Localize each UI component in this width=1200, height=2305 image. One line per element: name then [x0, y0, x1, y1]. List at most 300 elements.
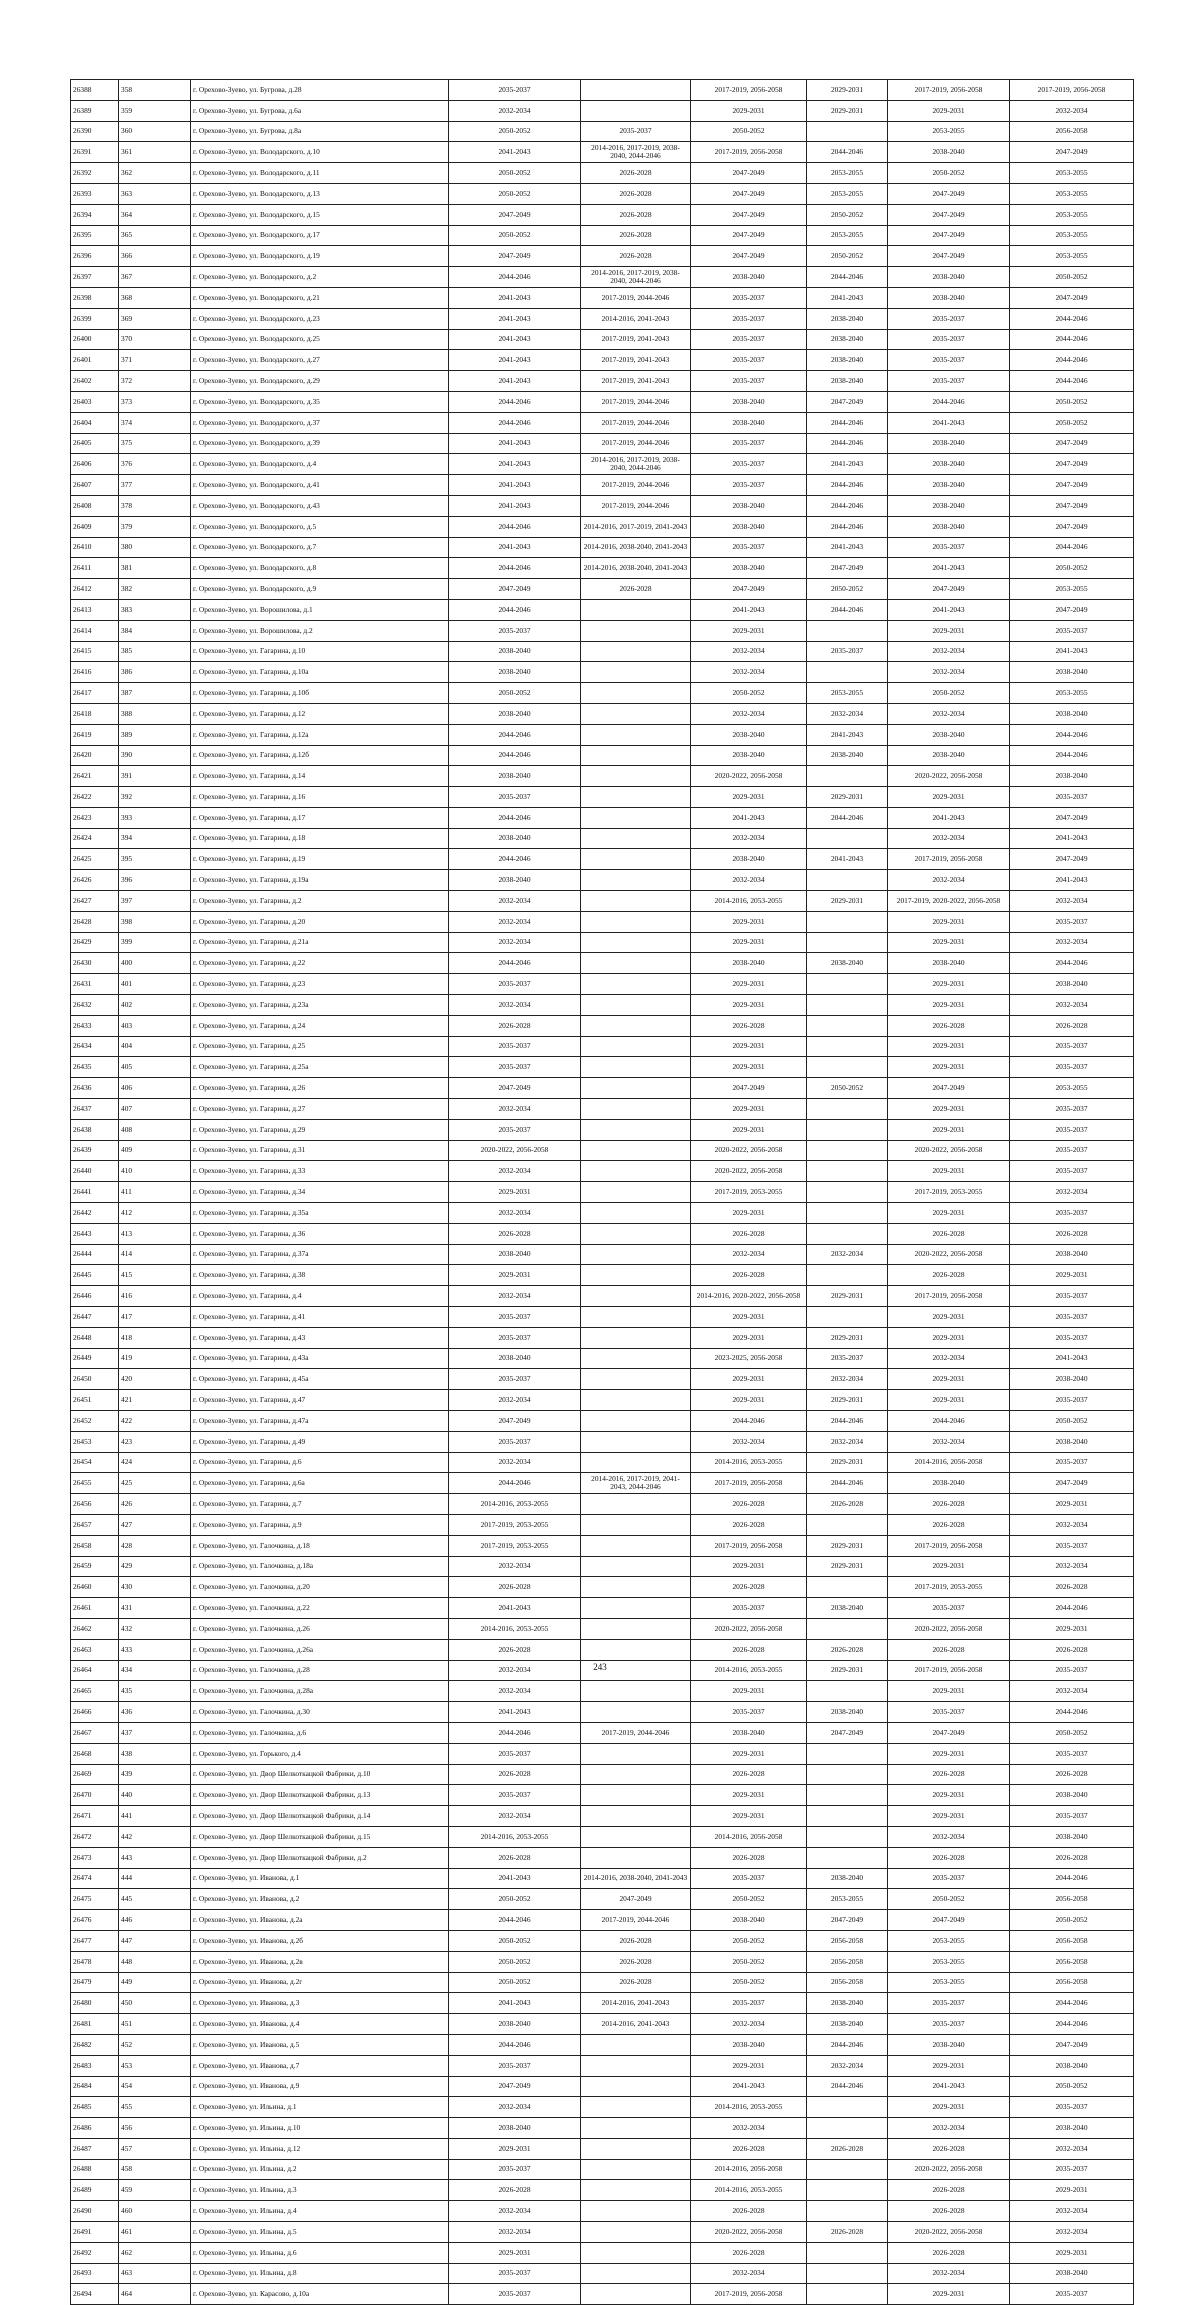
cell-period-f: 2038-2040 — [1010, 2055, 1134, 2076]
cell-period-f: 2053-2055 — [1010, 683, 1134, 704]
table-row — [71, 1951, 1134, 1972]
cell-period-b — [581, 1286, 691, 1307]
cell-period-b — [581, 1244, 691, 1265]
cell-period-a: 2041-2043 — [449, 433, 581, 454]
cell-period-b — [581, 2284, 691, 2305]
cell-period-a: 2044-2046 — [449, 267, 581, 288]
cell-row-id: 26415 — [71, 641, 119, 662]
cell-address: г. Орехово-Зуево, ул. Иванова, д.2 — [191, 1889, 449, 1910]
cell-period-e: 2020-2022, 2056-2058 — [888, 766, 1010, 787]
cell-period-a: 2026-2028 — [449, 1764, 581, 1785]
cell-period-a: 2041-2043 — [449, 287, 581, 308]
cell-period-b — [581, 1223, 691, 1244]
cell-row-number: 408 — [119, 1119, 191, 1140]
cell-period-c: 2038-2040 — [691, 267, 807, 288]
cell-period-e: 2029-2031 — [888, 911, 1010, 932]
cell-row-number: 388 — [119, 703, 191, 724]
cell-period-d: 2029-2031 — [807, 80, 888, 101]
table-row — [71, 2097, 1134, 2118]
cell-period-e: 2017-2019, 2053-2055 — [888, 1182, 1010, 1203]
cell-row-id: 26492 — [71, 2242, 119, 2263]
table-row — [71, 412, 1134, 433]
cell-period-e: 2017-2019, 2056-2058 — [888, 1535, 1010, 1556]
cell-period-e: 2026-2028 — [888, 2201, 1010, 2222]
cell-period-c: 2050-2052 — [691, 121, 807, 142]
cell-address: г. Орехово-Зуево, ул. Ильина, д.5 — [191, 2222, 449, 2243]
cell-period-d — [807, 1307, 888, 1328]
table-row — [71, 787, 1134, 808]
cell-row-number: 406 — [119, 1078, 191, 1099]
cell-period-f: 2056-2058 — [1010, 121, 1134, 142]
cell-period-a: 2047-2049 — [449, 246, 581, 267]
cell-row-id: 26388 — [71, 80, 119, 101]
cell-row-id: 26476 — [71, 1910, 119, 1931]
table-row — [71, 1577, 1134, 1598]
cell-address: г. Орехово-Зуево, ул. Иванова, д.4 — [191, 2014, 449, 2035]
cell-address: г. Орехово-Зуево, ул. Гагарина, д.24 — [191, 1015, 449, 1036]
cell-row-id: 26430 — [71, 953, 119, 974]
cell-row-id: 26482 — [71, 2034, 119, 2055]
cell-period-b: 2026-2028 — [581, 183, 691, 204]
table-row — [71, 2159, 1134, 2180]
cell-period-b — [581, 2097, 691, 2118]
cell-row-number: 395 — [119, 849, 191, 870]
cell-period-d: 2047-2049 — [807, 1722, 888, 1743]
cell-period-a: 2044-2046 — [449, 1910, 581, 1931]
cell-row-number: 438 — [119, 1743, 191, 1764]
cell-period-d — [807, 2097, 888, 2118]
cell-period-d — [807, 2201, 888, 2222]
table-row — [71, 1847, 1134, 1868]
cell-period-d: 2053-2055 — [807, 163, 888, 184]
cell-period-a: 2014-2016, 2053-2055 — [449, 1618, 581, 1639]
cell-period-f: 2044-2046 — [1010, 724, 1134, 745]
cell-period-b — [581, 1598, 691, 1619]
cell-address: г. Орехово-Зуево, ул. Гагарина, д.29 — [191, 1119, 449, 1140]
cell-period-e: 2029-2031 — [888, 2097, 1010, 2118]
table-row — [71, 849, 1134, 870]
cell-row-id: 26461 — [71, 1598, 119, 1619]
cell-period-e: 2032-2034 — [888, 2118, 1010, 2139]
cell-address: г. Орехово-Зуево, ул. Володарского, д.25 — [191, 329, 449, 350]
cell-period-b — [581, 1764, 691, 1785]
cell-period-f: 2047-2049 — [1010, 287, 1134, 308]
cell-period-f: 2053-2055 — [1010, 183, 1134, 204]
cell-period-c: 2029-2031 — [691, 974, 807, 995]
cell-address: г. Орехово-Зуево, ул. Гагарина, д.12б — [191, 745, 449, 766]
cell-row-id: 26399 — [71, 308, 119, 329]
cell-row-id: 26417 — [71, 683, 119, 704]
cell-period-a: 2035-2037 — [449, 2284, 581, 2305]
cell-row-number: 431 — [119, 1598, 191, 1619]
cell-period-f: 2029-2031 — [1010, 2180, 1134, 2201]
cell-period-d: 2047-2049 — [807, 391, 888, 412]
cell-period-b — [581, 2180, 691, 2201]
cell-period-c: 2038-2040 — [691, 953, 807, 974]
cell-row-number: 374 — [119, 412, 191, 433]
cell-row-id: 26452 — [71, 1411, 119, 1432]
cell-period-c: 2020-2022, 2056-2058 — [691, 2222, 807, 2243]
cell-period-b: 2014-2016, 2017-2019, 2038-2040, 2044-2046 — [581, 454, 691, 475]
cell-period-d — [807, 995, 888, 1016]
cell-row-number: 432 — [119, 1618, 191, 1639]
cell-period-f: 2035-2037 — [1010, 1203, 1134, 1224]
cell-period-e: 2038-2040 — [888, 745, 1010, 766]
cell-period-d: 2044-2046 — [807, 495, 888, 516]
cell-period-f: 2047-2049 — [1010, 849, 1134, 870]
cell-period-d: 2044-2046 — [807, 475, 888, 496]
cell-row-number: 447 — [119, 1930, 191, 1951]
cell-period-f: 2056-2058 — [1010, 1930, 1134, 1951]
cell-address: г. Орехово-Зуево, ул. Гагарина, д.47 — [191, 1390, 449, 1411]
cell-period-e: 2026-2028 — [888, 1265, 1010, 1286]
cell-row-number: 394 — [119, 828, 191, 849]
cell-period-c: 2029-2031 — [691, 100, 807, 121]
cell-row-number: 443 — [119, 1847, 191, 1868]
cell-period-a: 2032-2034 — [449, 891, 581, 912]
cell-period-b — [581, 2222, 691, 2243]
cell-row-id: 26401 — [71, 350, 119, 371]
cell-period-c: 2035-2037 — [691, 308, 807, 329]
cell-row-number: 440 — [119, 1785, 191, 1806]
cell-period-a: 2014-2016, 2053-2055 — [449, 1494, 581, 1515]
cell-row-id: 26402 — [71, 371, 119, 392]
cell-period-b — [581, 1369, 691, 1390]
cell-period-d: 2032-2034 — [807, 2055, 888, 2076]
cell-period-c: 2026-2028 — [691, 1514, 807, 1535]
cell-address: г. Орехово-Зуево, ул. Володарского, д.35 — [191, 391, 449, 412]
cell-period-b — [581, 1431, 691, 1452]
cell-period-a: 2041-2043 — [449, 1702, 581, 1723]
cell-row-number: 367 — [119, 267, 191, 288]
cell-row-number: 386 — [119, 662, 191, 683]
cell-address: г. Орехово-Зуево, ул. Ильина, д.1 — [191, 2097, 449, 2118]
cell-period-d — [807, 932, 888, 953]
cell-row-id: 26418 — [71, 703, 119, 724]
cell-period-e: 2029-2031 — [888, 2284, 1010, 2305]
cell-period-c: 2029-2031 — [691, 620, 807, 641]
cell-period-d: 2053-2055 — [807, 183, 888, 204]
cell-period-d: 2044-2046 — [807, 807, 888, 828]
table-row — [71, 1826, 1134, 1847]
cell-period-b: 2026-2028 — [581, 163, 691, 184]
cell-period-b — [581, 787, 691, 808]
cell-period-d: 2029-2031 — [807, 1390, 888, 1411]
cell-address: г. Орехово-Зуево, ул. Ильина, д.2 — [191, 2159, 449, 2180]
cell-period-b: 2017-2019, 2041-2043 — [581, 350, 691, 371]
cell-period-b — [581, 953, 691, 974]
cell-row-id: 26433 — [71, 1015, 119, 1036]
cell-row-number: 359 — [119, 100, 191, 121]
cell-row-number: 362 — [119, 163, 191, 184]
cell-period-d — [807, 121, 888, 142]
cell-period-f: 2032-2034 — [1010, 932, 1134, 953]
cell-period-a: 2050-2052 — [449, 683, 581, 704]
cell-period-a: 2032-2034 — [449, 1806, 581, 1827]
cell-row-number: 444 — [119, 1868, 191, 1889]
cell-period-d: 2038-2040 — [807, 308, 888, 329]
cell-period-f: 2038-2040 — [1010, 2118, 1134, 2139]
cell-period-f: 2035-2037 — [1010, 2284, 1134, 2305]
cell-row-id: 26403 — [71, 391, 119, 412]
cell-row-id: 26396 — [71, 246, 119, 267]
table-row — [71, 537, 1134, 558]
cell-period-b: 2017-2019, 2044-2046 — [581, 287, 691, 308]
cell-row-number: 411 — [119, 1182, 191, 1203]
cell-period-d — [807, 1577, 888, 1598]
cell-row-id: 26423 — [71, 807, 119, 828]
cell-period-c: 2038-2040 — [691, 1910, 807, 1931]
cell-period-c: 2029-2031 — [691, 1390, 807, 1411]
cell-period-a: 2020-2022, 2056-2058 — [449, 1140, 581, 1161]
cell-period-a: 2044-2046 — [449, 516, 581, 537]
cell-row-id: 26489 — [71, 2180, 119, 2201]
cell-row-id: 26410 — [71, 537, 119, 558]
table-row — [71, 2201, 1134, 2222]
cell-period-a: 2038-2040 — [449, 1244, 581, 1265]
cell-period-b — [581, 1390, 691, 1411]
cell-period-f: 2029-2031 — [1010, 1265, 1134, 1286]
cell-period-d: 2038-2040 — [807, 350, 888, 371]
cell-period-d: 2038-2040 — [807, 745, 888, 766]
cell-period-d — [807, 2180, 888, 2201]
cell-period-d — [807, 1182, 888, 1203]
cell-period-d: 2038-2040 — [807, 1702, 888, 1723]
cell-period-b: 2026-2028 — [581, 1972, 691, 1993]
cell-row-number: 372 — [119, 371, 191, 392]
cell-period-b: 2026-2028 — [581, 579, 691, 600]
cell-period-f: 2035-2037 — [1010, 1327, 1134, 1348]
cell-row-number: 452 — [119, 2034, 191, 2055]
cell-period-a: 2038-2040 — [449, 662, 581, 683]
cell-period-c: 2041-2043 — [691, 807, 807, 828]
schedule-table — [70, 79, 1134, 2305]
cell-period-a: 2050-2052 — [449, 1951, 581, 1972]
cell-period-d — [807, 1223, 888, 1244]
cell-period-c: 2026-2028 — [691, 1265, 807, 1286]
table-row — [71, 1722, 1134, 1743]
cell-period-c: 2017-2019, 2056-2058 — [691, 142, 807, 163]
cell-period-a: 2041-2043 — [449, 142, 581, 163]
table-row — [71, 1078, 1134, 1099]
cell-period-d — [807, 2242, 888, 2263]
cell-period-f: 2047-2049 — [1010, 599, 1134, 620]
cell-period-e: 2032-2034 — [888, 828, 1010, 849]
cell-address: г. Орехово-Зуево, ул. Володарского, д.41 — [191, 475, 449, 496]
cell-address: г. Орехово-Зуево, ул. Гагарина, д.17 — [191, 807, 449, 828]
cell-row-id: 26447 — [71, 1307, 119, 1328]
cell-row-id: 26458 — [71, 1535, 119, 1556]
cell-period-f: 2032-2034 — [1010, 1182, 1134, 1203]
cell-period-c: 2017-2019, 2056-2058 — [691, 80, 807, 101]
cell-period-c: 2029-2031 — [691, 911, 807, 932]
cell-row-number: 405 — [119, 1057, 191, 1078]
cell-period-a: 2026-2028 — [449, 1847, 581, 1868]
cell-row-number: 430 — [119, 1577, 191, 1598]
cell-row-id: 26427 — [71, 891, 119, 912]
cell-period-e: 2038-2040 — [888, 1473, 1010, 1494]
cell-address: г. Орехово-Зуево, ул. Иванова, д.3 — [191, 1993, 449, 2014]
cell-period-e: 2041-2043 — [888, 2076, 1010, 2097]
cell-row-id: 26455 — [71, 1473, 119, 1494]
cell-address: г. Орехово-Зуево, ул. Гагарина, д.43 — [191, 1327, 449, 1348]
table-row — [71, 350, 1134, 371]
cell-period-b — [581, 683, 691, 704]
table-row — [71, 2242, 1134, 2263]
cell-period-c: 2029-2031 — [691, 1369, 807, 1390]
cell-period-a: 2041-2043 — [449, 1868, 581, 1889]
cell-period-f: 2032-2034 — [1010, 2222, 1134, 2243]
cell-row-id: 26434 — [71, 1036, 119, 1057]
table-row — [71, 974, 1134, 995]
cell-period-d — [807, 974, 888, 995]
cell-period-d: 2053-2055 — [807, 225, 888, 246]
table-row — [71, 911, 1134, 932]
cell-period-d — [807, 2263, 888, 2284]
cell-period-a: 2032-2034 — [449, 1660, 581, 1681]
cell-period-a: 2050-2052 — [449, 1889, 581, 1910]
cell-period-b — [581, 1806, 691, 1827]
cell-period-a: 2044-2046 — [449, 745, 581, 766]
cell-period-c: 2038-2040 — [691, 558, 807, 579]
table-row — [71, 1598, 1134, 1619]
cell-period-d — [807, 1015, 888, 1036]
cell-period-e: 2035-2037 — [888, 1993, 1010, 2014]
cell-period-c: 2038-2040 — [691, 391, 807, 412]
cell-period-a: 2041-2043 — [449, 371, 581, 392]
cell-row-id: 26467 — [71, 1722, 119, 1743]
cell-row-id: 26428 — [71, 911, 119, 932]
table-row — [71, 1494, 1134, 1515]
cell-period-f: 2035-2037 — [1010, 911, 1134, 932]
cell-period-f: 2053-2055 — [1010, 1078, 1134, 1099]
cell-row-id: 26456 — [71, 1494, 119, 1515]
table-row — [71, 1369, 1134, 1390]
cell-period-e: 2026-2028 — [888, 1639, 1010, 1660]
cell-period-f: 2050-2052 — [1010, 412, 1134, 433]
cell-row-number: 459 — [119, 2180, 191, 2201]
cell-period-f: 2038-2040 — [1010, 1369, 1134, 1390]
cell-period-f: 2044-2046 — [1010, 537, 1134, 558]
cell-row-number: 382 — [119, 579, 191, 600]
cell-period-e: 2035-2037 — [888, 537, 1010, 558]
cell-period-b — [581, 2242, 691, 2263]
cell-period-b — [581, 1577, 691, 1598]
cell-address: г. Орехово-Зуево, ул. Гагарина, д.12 — [191, 703, 449, 724]
cell-address: г. Орехово-Зуево, ул. Галочкина, д.26 — [191, 1618, 449, 1639]
cell-period-f: 2035-2037 — [1010, 1119, 1134, 1140]
cell-row-number: 378 — [119, 495, 191, 516]
cell-period-f: 2044-2046 — [1010, 745, 1134, 766]
cell-period-e: 2038-2040 — [888, 516, 1010, 537]
cell-period-e: 2047-2049 — [888, 225, 1010, 246]
cell-row-number: 463 — [119, 2263, 191, 2284]
cell-period-d: 2044-2046 — [807, 1411, 888, 1432]
cell-period-c: 2041-2043 — [691, 2076, 807, 2097]
cell-row-number: 454 — [119, 2076, 191, 2097]
cell-period-a: 2041-2043 — [449, 1993, 581, 2014]
cell-period-d: 2050-2052 — [807, 579, 888, 600]
cell-address: г. Орехово-Зуево, ул. Гагарина, д.25а — [191, 1057, 449, 1078]
cell-period-c: 2014-2016, 2053-2055 — [691, 891, 807, 912]
cell-period-e: 2035-2037 — [888, 2014, 1010, 2035]
cell-period-f: 2044-2046 — [1010, 953, 1134, 974]
cell-row-id: 26488 — [71, 2159, 119, 2180]
cell-row-number: 361 — [119, 142, 191, 163]
cell-period-e: 2038-2040 — [888, 495, 1010, 516]
cell-period-d: 2029-2031 — [807, 787, 888, 808]
cell-period-b: 2017-2019, 2044-2046 — [581, 391, 691, 412]
cell-address: г. Орехово-Зуево, ул. Гагарина, д.14 — [191, 766, 449, 787]
cell-address: г. Орехово-Зуево, ул. Володарского, д.9 — [191, 579, 449, 600]
cell-row-id: 26411 — [71, 558, 119, 579]
cell-row-number: 427 — [119, 1514, 191, 1535]
cell-row-number: 462 — [119, 2242, 191, 2263]
cell-address: г. Орехово-Зуево, ул. Гагарина, д.16 — [191, 787, 449, 808]
cell-period-a: 2038-2040 — [449, 828, 581, 849]
cell-address: г. Орехово-Зуево, ул. Володарского, д.43 — [191, 495, 449, 516]
cell-period-c: 2017-2019, 2056-2058 — [691, 2284, 807, 2305]
cell-period-a: 2032-2034 — [449, 1161, 581, 1182]
cell-address: г. Орехово-Зуево, ул. Гагарина, д.25 — [191, 1036, 449, 1057]
cell-address: г. Орехово-Зуево, ул. Иванова, д.1 — [191, 1868, 449, 1889]
table-row — [71, 1702, 1134, 1723]
cell-address: г. Орехово-Зуево, ул. Гагарина, д.7 — [191, 1494, 449, 1515]
cell-period-f: 2053-2055 — [1010, 225, 1134, 246]
cell-period-f: 2035-2037 — [1010, 2159, 1134, 2180]
cell-address: г. Орехово-Зуево, ул. Гагарина, д.27 — [191, 1099, 449, 1120]
cell-period-f: 2038-2040 — [1010, 1826, 1134, 1847]
cell-row-number: 464 — [119, 2284, 191, 2305]
cell-period-d: 2029-2031 — [807, 1327, 888, 1348]
cell-period-b — [581, 1618, 691, 1639]
cell-address: г. Орехово-Зуево, ул. Гагарина, д.10а — [191, 662, 449, 683]
cell-row-id: 26474 — [71, 1868, 119, 1889]
table-row — [71, 599, 1134, 620]
cell-period-b — [581, 1785, 691, 1806]
table-row — [71, 1806, 1134, 1827]
cell-period-f: 2044-2046 — [1010, 1598, 1134, 1619]
cell-period-f: 2038-2040 — [1010, 703, 1134, 724]
cell-row-id: 26484 — [71, 2076, 119, 2097]
cell-period-e: 2035-2037 — [888, 308, 1010, 329]
cell-period-b: 2026-2028 — [581, 204, 691, 225]
cell-row-id: 26394 — [71, 204, 119, 225]
cell-row-number: 363 — [119, 183, 191, 204]
table-row — [71, 1930, 1134, 1951]
cell-period-d: 2035-2037 — [807, 1348, 888, 1369]
cell-address: г. Орехово-Зуево, ул. Володарского, д.21 — [191, 287, 449, 308]
cell-row-id: 26445 — [71, 1265, 119, 1286]
cell-period-a: 2050-2052 — [449, 183, 581, 204]
cell-period-a: 2041-2043 — [449, 1598, 581, 1619]
cell-period-f: 2032-2034 — [1010, 100, 1134, 121]
cell-period-d: 2041-2043 — [807, 537, 888, 558]
cell-period-f: 2041-2043 — [1010, 641, 1134, 662]
cell-row-number: 373 — [119, 391, 191, 412]
cell-period-c: 2047-2049 — [691, 204, 807, 225]
cell-period-e: 2029-2031 — [888, 1327, 1010, 1348]
cell-period-c: 2014-2016, 2053-2055 — [691, 1660, 807, 1681]
cell-address: г. Орехово-Зуево, ул. Володарского, д.10 — [191, 142, 449, 163]
cell-period-b — [581, 724, 691, 745]
cell-address: г. Орехово-Зуево, ул. Гагарина, д.6а — [191, 1473, 449, 1494]
cell-row-id: 26466 — [71, 1702, 119, 1723]
cell-period-b: 2017-2019, 2044-2046 — [581, 1722, 691, 1743]
cell-period-d: 2038-2040 — [807, 329, 888, 350]
cell-row-number: 415 — [119, 1265, 191, 1286]
table-row — [71, 1286, 1134, 1307]
